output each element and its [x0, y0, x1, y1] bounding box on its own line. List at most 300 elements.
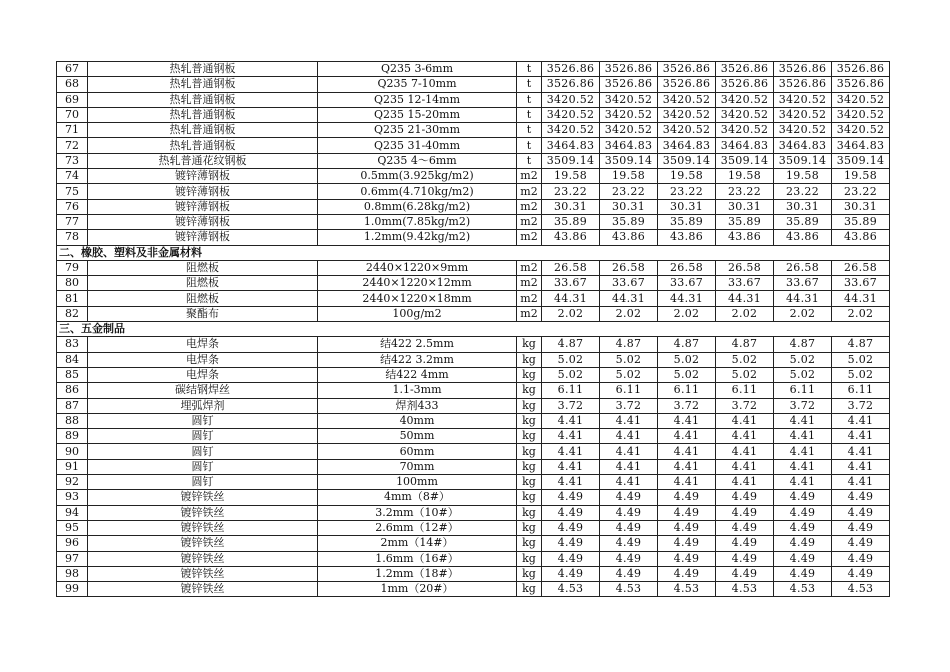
- cell-number[interactable]: 68: [57, 77, 88, 92]
- cell-price[interactable]: 4.41: [716, 429, 774, 444]
- cell-unit[interactable]: kg: [517, 475, 542, 490]
- cell-material-name[interactable]: 热轧普通钢板: [88, 62, 318, 77]
- cell-price[interactable]: 44.31: [774, 291, 832, 306]
- cell-price[interactable]: 4.41: [542, 444, 600, 459]
- cell-price[interactable]: 4.49: [832, 505, 890, 520]
- cell-material-name[interactable]: 电焊条: [88, 352, 318, 367]
- cell-unit[interactable]: t: [517, 92, 542, 107]
- cell-price[interactable]: 3526.86: [658, 77, 716, 92]
- cell-material-name[interactable]: 圆钉: [88, 475, 318, 490]
- cell-price[interactable]: 4.87: [716, 337, 774, 352]
- cell-material-name[interactable]: 阻燃板: [88, 260, 318, 275]
- cell-unit[interactable]: t: [517, 123, 542, 138]
- cell-unit[interactable]: kg: [517, 429, 542, 444]
- cell-material-name[interactable]: 镀锌薄钢板: [88, 184, 318, 199]
- cell-unit[interactable]: t: [517, 107, 542, 122]
- cell-unit[interactable]: m2: [517, 230, 542, 245]
- cell-unit[interactable]: m2: [517, 184, 542, 199]
- cell-material-name[interactable]: 圆钉: [88, 413, 318, 428]
- cell-price[interactable]: 30.31: [774, 199, 832, 214]
- cell-price[interactable]: 4.41: [832, 444, 890, 459]
- cell-unit[interactable]: t: [517, 153, 542, 168]
- cell-specification[interactable]: 100mm: [318, 475, 517, 490]
- cell-unit[interactable]: m2: [517, 169, 542, 184]
- cell-number[interactable]: 71: [57, 123, 88, 138]
- cell-price[interactable]: 4.49: [832, 566, 890, 581]
- cell-price[interactable]: 5.02: [774, 352, 832, 367]
- cell-price[interactable]: 3420.52: [600, 107, 658, 122]
- cell-price[interactable]: 4.41: [832, 413, 890, 428]
- cell-number[interactable]: 78: [57, 230, 88, 245]
- cell-price[interactable]: 3.72: [658, 398, 716, 413]
- cell-unit[interactable]: kg: [517, 352, 542, 367]
- cell-price[interactable]: 4.49: [658, 520, 716, 535]
- cell-price[interactable]: 4.41: [774, 413, 832, 428]
- cell-price[interactable]: 19.58: [832, 169, 890, 184]
- cell-price[interactable]: 4.49: [658, 490, 716, 505]
- cell-unit[interactable]: kg: [517, 505, 542, 520]
- cell-price[interactable]: 4.49: [600, 566, 658, 581]
- cell-price[interactable]: 43.86: [600, 230, 658, 245]
- cell-price[interactable]: 4.41: [542, 459, 600, 474]
- cell-material-name[interactable]: 碳结钢焊丝: [88, 383, 318, 398]
- cell-unit[interactable]: t: [517, 62, 542, 77]
- cell-specification[interactable]: Q235 31-40mm: [318, 138, 517, 153]
- cell-price[interactable]: 30.31: [658, 199, 716, 214]
- cell-specification[interactable]: 60mm: [318, 444, 517, 459]
- cell-price[interactable]: 4.41: [774, 444, 832, 459]
- cell-specification[interactable]: 3.2mm（10#）: [318, 505, 517, 520]
- cell-price[interactable]: 3526.86: [716, 62, 774, 77]
- cell-price[interactable]: 3464.83: [774, 138, 832, 153]
- cell-price[interactable]: 3526.86: [600, 77, 658, 92]
- cell-price[interactable]: 3526.86: [542, 62, 600, 77]
- cell-price[interactable]: 3509.14: [600, 153, 658, 168]
- cell-price[interactable]: 3420.52: [716, 123, 774, 138]
- cell-specification[interactable]: Q235 15-20mm: [318, 107, 517, 122]
- cell-price[interactable]: 5.02: [542, 352, 600, 367]
- cell-material-name[interactable]: 镀锌铁丝: [88, 551, 318, 566]
- cell-specification[interactable]: 100g/m2: [318, 306, 517, 321]
- cell-price[interactable]: 4.49: [774, 566, 832, 581]
- cell-unit[interactable]: kg: [517, 367, 542, 382]
- cell-material-name[interactable]: 电焊条: [88, 367, 318, 382]
- cell-price[interactable]: 4.49: [542, 520, 600, 535]
- cell-price[interactable]: 3420.52: [658, 107, 716, 122]
- cell-price[interactable]: 4.53: [542, 582, 600, 597]
- cell-price[interactable]: 4.87: [542, 337, 600, 352]
- cell-price[interactable]: 6.11: [542, 383, 600, 398]
- cell-price[interactable]: 4.49: [832, 551, 890, 566]
- cell-specification[interactable]: Q235 12-14mm: [318, 92, 517, 107]
- cell-price[interactable]: 30.31: [542, 199, 600, 214]
- cell-specification[interactable]: 2.6mm（12#）: [318, 520, 517, 535]
- cell-material-name[interactable]: 阻燃板: [88, 276, 318, 291]
- cell-unit[interactable]: kg: [517, 566, 542, 581]
- cell-price[interactable]: 19.58: [716, 169, 774, 184]
- cell-price[interactable]: 4.49: [774, 520, 832, 535]
- cell-price[interactable]: 2.02: [600, 306, 658, 321]
- cell-price[interactable]: 33.67: [600, 276, 658, 291]
- cell-price[interactable]: 4.41: [832, 475, 890, 490]
- cell-price[interactable]: 3509.14: [774, 153, 832, 168]
- cell-number[interactable]: 96: [57, 536, 88, 551]
- cell-unit[interactable]: kg: [517, 459, 542, 474]
- cell-price[interactable]: 3420.52: [600, 92, 658, 107]
- cell-price[interactable]: 5.02: [832, 352, 890, 367]
- cell-price[interactable]: 4.41: [716, 475, 774, 490]
- cell-price[interactable]: 35.89: [774, 214, 832, 229]
- cell-price[interactable]: 4.53: [600, 582, 658, 597]
- cell-number[interactable]: 77: [57, 214, 88, 229]
- cell-specification[interactable]: 70mm: [318, 459, 517, 474]
- cell-specification[interactable]: 2440×1220×9mm: [318, 260, 517, 275]
- cell-price[interactable]: 4.49: [832, 520, 890, 535]
- cell-number[interactable]: 87: [57, 398, 88, 413]
- cell-price[interactable]: 4.49: [542, 536, 600, 551]
- cell-price[interactable]: 44.31: [716, 291, 774, 306]
- cell-price[interactable]: 5.02: [600, 352, 658, 367]
- cell-price[interactable]: 4.41: [658, 475, 716, 490]
- cell-specification[interactable]: 1.2mm(9.42kg/m2): [318, 230, 517, 245]
- cell-material-name[interactable]: 热轧普通花纹钢板: [88, 153, 318, 168]
- cell-price[interactable]: 43.86: [716, 230, 774, 245]
- cell-price[interactable]: 4.53: [774, 582, 832, 597]
- cell-material-name[interactable]: 镀锌薄钢板: [88, 214, 318, 229]
- cell-material-name[interactable]: 热轧普通钢板: [88, 123, 318, 138]
- cell-price[interactable]: 3420.52: [716, 107, 774, 122]
- cell-price[interactable]: 33.67: [658, 276, 716, 291]
- cell-number[interactable]: 92: [57, 475, 88, 490]
- cell-specification[interactable]: 40mm: [318, 413, 517, 428]
- cell-price[interactable]: 5.02: [716, 352, 774, 367]
- cell-price[interactable]: 4.41: [774, 475, 832, 490]
- cell-number[interactable]: 72: [57, 138, 88, 153]
- cell-specification[interactable]: 2440×1220×12mm: [318, 276, 517, 291]
- cell-price[interactable]: 3526.86: [832, 77, 890, 92]
- cell-price[interactable]: 3420.52: [542, 123, 600, 138]
- cell-price[interactable]: 4.41: [600, 459, 658, 474]
- cell-price[interactable]: 3509.14: [658, 153, 716, 168]
- cell-price[interactable]: 35.89: [658, 214, 716, 229]
- cell-price[interactable]: 6.11: [658, 383, 716, 398]
- cell-price[interactable]: 30.31: [716, 199, 774, 214]
- cell-price[interactable]: 4.49: [658, 551, 716, 566]
- cell-material-name[interactable]: 热轧普通钢板: [88, 107, 318, 122]
- cell-price[interactable]: 3464.83: [716, 138, 774, 153]
- cell-price[interactable]: 3420.52: [600, 123, 658, 138]
- cell-price[interactable]: 44.31: [600, 291, 658, 306]
- cell-price[interactable]: 3526.86: [716, 77, 774, 92]
- cell-price[interactable]: 4.49: [716, 505, 774, 520]
- cell-price[interactable]: 43.86: [832, 230, 890, 245]
- cell-number[interactable]: 83: [57, 337, 88, 352]
- cell-price[interactable]: 26.58: [832, 260, 890, 275]
- cell-number[interactable]: 86: [57, 383, 88, 398]
- cell-price[interactable]: 2.02: [542, 306, 600, 321]
- cell-number[interactable]: 97: [57, 551, 88, 566]
- cell-price[interactable]: 3420.52: [542, 92, 600, 107]
- cell-price[interactable]: 44.31: [832, 291, 890, 306]
- cell-unit[interactable]: kg: [517, 551, 542, 566]
- cell-price[interactable]: 26.58: [600, 260, 658, 275]
- cell-specification[interactable]: 4mm（8#）: [318, 490, 517, 505]
- cell-unit[interactable]: m2: [517, 306, 542, 321]
- cell-price[interactable]: 5.02: [542, 367, 600, 382]
- cell-price[interactable]: 4.41: [542, 429, 600, 444]
- cell-price[interactable]: 2.02: [658, 306, 716, 321]
- cell-price[interactable]: 4.49: [716, 520, 774, 535]
- cell-price[interactable]: 4.41: [774, 429, 832, 444]
- cell-price[interactable]: 4.49: [600, 505, 658, 520]
- cell-price[interactable]: 3420.52: [832, 123, 890, 138]
- cell-price[interactable]: 4.87: [832, 337, 890, 352]
- cell-material-name[interactable]: 镀锌铁丝: [88, 505, 318, 520]
- cell-unit[interactable]: kg: [517, 536, 542, 551]
- cell-price[interactable]: 3420.52: [542, 107, 600, 122]
- cell-number[interactable]: 82: [57, 306, 88, 321]
- cell-price[interactable]: 5.02: [832, 367, 890, 382]
- cell-material-name[interactable]: 镀锌薄钢板: [88, 169, 318, 184]
- cell-specification[interactable]: Q235 3-6mm: [318, 62, 517, 77]
- cell-specification[interactable]: 1.0mm(7.85kg/m2): [318, 214, 517, 229]
- cell-price[interactable]: 4.41: [658, 444, 716, 459]
- cell-unit[interactable]: m2: [517, 291, 542, 306]
- cell-price[interactable]: 4.49: [774, 490, 832, 505]
- cell-specification[interactable]: 结422 2.5mm: [318, 337, 517, 352]
- cell-specification[interactable]: 1.1-3mm: [318, 383, 517, 398]
- cell-number[interactable]: 73: [57, 153, 88, 168]
- cell-material-name[interactable]: 热轧普通钢板: [88, 92, 318, 107]
- cell-price[interactable]: 35.89: [832, 214, 890, 229]
- cell-price[interactable]: 19.58: [658, 169, 716, 184]
- cell-specification[interactable]: 焊剂433: [318, 398, 517, 413]
- cell-number[interactable]: 84: [57, 352, 88, 367]
- cell-price[interactable]: 3.72: [832, 398, 890, 413]
- cell-price[interactable]: 5.02: [716, 367, 774, 382]
- cell-price[interactable]: 3464.83: [658, 138, 716, 153]
- cell-price[interactable]: 4.41: [716, 459, 774, 474]
- cell-price[interactable]: 4.49: [600, 551, 658, 566]
- cell-price[interactable]: 4.87: [658, 337, 716, 352]
- cell-price[interactable]: 30.31: [832, 199, 890, 214]
- cell-specification[interactable]: 1mm（20#）: [318, 582, 517, 597]
- cell-number[interactable]: 95: [57, 520, 88, 535]
- cell-price[interactable]: 3420.52: [716, 92, 774, 107]
- cell-specification[interactable]: 2440×1220×18mm: [318, 291, 517, 306]
- cell-material-name[interactable]: 热轧普通钢板: [88, 77, 318, 92]
- cell-price[interactable]: 3464.83: [542, 138, 600, 153]
- cell-specification[interactable]: 1.2mm（18#）: [318, 566, 517, 581]
- cell-price[interactable]: 3464.83: [832, 138, 890, 153]
- cell-number[interactable]: 67: [57, 62, 88, 77]
- cell-number[interactable]: 90: [57, 444, 88, 459]
- cell-number[interactable]: 80: [57, 276, 88, 291]
- cell-price[interactable]: 3526.86: [774, 62, 832, 77]
- cell-price[interactable]: 44.31: [542, 291, 600, 306]
- cell-price[interactable]: 3420.52: [832, 92, 890, 107]
- cell-unit[interactable]: kg: [517, 337, 542, 352]
- cell-price[interactable]: 3420.52: [832, 107, 890, 122]
- cell-material-name[interactable]: 圆钉: [88, 459, 318, 474]
- cell-number[interactable]: 98: [57, 566, 88, 581]
- cell-price[interactable]: 6.11: [716, 383, 774, 398]
- cell-number[interactable]: 85: [57, 367, 88, 382]
- cell-price[interactable]: 4.49: [716, 551, 774, 566]
- cell-price[interactable]: 35.89: [600, 214, 658, 229]
- cell-unit[interactable]: kg: [517, 490, 542, 505]
- cell-price[interactable]: 4.41: [716, 413, 774, 428]
- cell-unit[interactable]: kg: [517, 582, 542, 597]
- cell-price[interactable]: 19.58: [600, 169, 658, 184]
- cell-unit[interactable]: t: [517, 77, 542, 92]
- cell-material-name[interactable]: 镀锌薄钢板: [88, 230, 318, 245]
- cell-price[interactable]: 23.22: [716, 184, 774, 199]
- cell-material-name[interactable]: 埋弧焊剂: [88, 398, 318, 413]
- cell-price[interactable]: 4.41: [832, 459, 890, 474]
- cell-price[interactable]: 3526.86: [542, 77, 600, 92]
- cell-price[interactable]: 33.67: [774, 276, 832, 291]
- cell-specification[interactable]: 50mm: [318, 429, 517, 444]
- cell-price[interactable]: 4.49: [658, 566, 716, 581]
- cell-material-name[interactable]: 镀锌铁丝: [88, 520, 318, 535]
- cell-material-name[interactable]: 热轧普通钢板: [88, 138, 318, 153]
- cell-number[interactable]: 93: [57, 490, 88, 505]
- cell-number[interactable]: 89: [57, 429, 88, 444]
- cell-unit[interactable]: kg: [517, 444, 542, 459]
- cell-price[interactable]: 19.58: [774, 169, 832, 184]
- cell-price[interactable]: 4.53: [658, 582, 716, 597]
- cell-price[interactable]: 4.49: [658, 505, 716, 520]
- cell-price[interactable]: 4.49: [658, 536, 716, 551]
- cell-price[interactable]: 30.31: [600, 199, 658, 214]
- cell-price[interactable]: 3526.86: [600, 62, 658, 77]
- cell-unit[interactable]: kg: [517, 413, 542, 428]
- cell-price[interactable]: 4.49: [716, 490, 774, 505]
- cell-price[interactable]: 23.22: [600, 184, 658, 199]
- cell-price[interactable]: 4.41: [600, 444, 658, 459]
- cell-specification[interactable]: Q235 7-10mm: [318, 77, 517, 92]
- cell-price[interactable]: 3509.14: [542, 153, 600, 168]
- cell-price[interactable]: 5.02: [600, 367, 658, 382]
- cell-number[interactable]: 81: [57, 291, 88, 306]
- cell-unit[interactable]: m2: [517, 214, 542, 229]
- cell-price[interactable]: 4.49: [774, 536, 832, 551]
- cell-price[interactable]: 35.89: [542, 214, 600, 229]
- cell-price[interactable]: 4.41: [542, 413, 600, 428]
- cell-price[interactable]: 4.41: [774, 459, 832, 474]
- cell-specification[interactable]: 0.8mm(6.28kg/m2): [318, 199, 517, 214]
- cell-unit[interactable]: m2: [517, 199, 542, 214]
- cell-price[interactable]: 3464.83: [600, 138, 658, 153]
- cell-price[interactable]: 4.41: [600, 475, 658, 490]
- cell-price[interactable]: 3420.52: [774, 123, 832, 138]
- cell-price[interactable]: 35.89: [716, 214, 774, 229]
- cell-price[interactable]: 4.53: [716, 582, 774, 597]
- cell-price[interactable]: 26.58: [658, 260, 716, 275]
- cell-specification[interactable]: 结422 3.2mm: [318, 352, 517, 367]
- cell-price[interactable]: 43.86: [658, 230, 716, 245]
- cell-price[interactable]: 4.49: [832, 490, 890, 505]
- cell-specification[interactable]: 0.5mm(3.925kg/m2): [318, 169, 517, 184]
- cell-price[interactable]: 26.58: [774, 260, 832, 275]
- cell-number[interactable]: 99: [57, 582, 88, 597]
- cell-price[interactable]: 43.86: [774, 230, 832, 245]
- cell-price[interactable]: 33.67: [716, 276, 774, 291]
- cell-price[interactable]: 4.49: [600, 536, 658, 551]
- cell-number[interactable]: 69: [57, 92, 88, 107]
- cell-price[interactable]: 2.02: [832, 306, 890, 321]
- cell-number[interactable]: 70: [57, 107, 88, 122]
- cell-price[interactable]: 3420.52: [774, 92, 832, 107]
- cell-price[interactable]: 4.49: [542, 505, 600, 520]
- cell-price[interactable]: 4.41: [658, 429, 716, 444]
- cell-price[interactable]: 23.22: [774, 184, 832, 199]
- cell-price[interactable]: 44.31: [658, 291, 716, 306]
- cell-material-name[interactable]: 圆钉: [88, 429, 318, 444]
- cell-price[interactable]: 3.72: [774, 398, 832, 413]
- cell-price[interactable]: 4.41: [832, 429, 890, 444]
- cell-price[interactable]: 2.02: [774, 306, 832, 321]
- cell-price[interactable]: 4.49: [542, 566, 600, 581]
- cell-price[interactable]: 4.49: [774, 505, 832, 520]
- cell-price[interactable]: 5.02: [774, 367, 832, 382]
- cell-price[interactable]: 23.22: [832, 184, 890, 199]
- cell-unit[interactable]: m2: [517, 260, 542, 275]
- cell-unit[interactable]: t: [517, 138, 542, 153]
- cell-price[interactable]: 4.87: [774, 337, 832, 352]
- cell-price[interactable]: 23.22: [658, 184, 716, 199]
- cell-price[interactable]: 2.02: [716, 306, 774, 321]
- cell-number[interactable]: 74: [57, 169, 88, 184]
- cell-price[interactable]: 4.49: [716, 566, 774, 581]
- cell-material-name[interactable]: 镀锌薄钢板: [88, 199, 318, 214]
- cell-material-name[interactable]: 阻燃板: [88, 291, 318, 306]
- cell-material-name[interactable]: 镀锌铁丝: [88, 490, 318, 505]
- cell-price[interactable]: 5.02: [658, 367, 716, 382]
- cell-price[interactable]: 3509.14: [832, 153, 890, 168]
- cell-price[interactable]: 6.11: [832, 383, 890, 398]
- cell-price[interactable]: 5.02: [658, 352, 716, 367]
- cell-price[interactable]: 19.58: [542, 169, 600, 184]
- cell-price[interactable]: 3420.52: [774, 107, 832, 122]
- cell-price[interactable]: 3.72: [716, 398, 774, 413]
- cell-price[interactable]: 4.41: [600, 413, 658, 428]
- cell-specification[interactable]: 2mm（14#）: [318, 536, 517, 551]
- cell-price[interactable]: 4.49: [600, 490, 658, 505]
- cell-price[interactable]: 4.53: [832, 582, 890, 597]
- cell-material-name[interactable]: 镀锌铁丝: [88, 536, 318, 551]
- cell-specification[interactable]: Q235 4～6mm: [318, 153, 517, 168]
- cell-price[interactable]: 3420.52: [658, 92, 716, 107]
- cell-number[interactable]: 91: [57, 459, 88, 474]
- cell-unit[interactable]: kg: [517, 398, 542, 413]
- cell-price[interactable]: 4.41: [658, 459, 716, 474]
- cell-price[interactable]: 6.11: [600, 383, 658, 398]
- cell-specification[interactable]: 结422 4mm: [318, 367, 517, 382]
- cell-price[interactable]: 3526.86: [774, 77, 832, 92]
- cell-price[interactable]: 26.58: [542, 260, 600, 275]
- cell-material-name[interactable]: 镀锌铁丝: [88, 566, 318, 581]
- cell-price[interactable]: 4.41: [542, 475, 600, 490]
- cell-specification[interactable]: Q235 21-30mm: [318, 123, 517, 138]
- cell-price[interactable]: 3526.86: [832, 62, 890, 77]
- cell-price[interactable]: 3.72: [542, 398, 600, 413]
- cell-material-name[interactable]: 电焊条: [88, 337, 318, 352]
- cell-price[interactable]: 4.49: [774, 551, 832, 566]
- cell-price[interactable]: 33.67: [832, 276, 890, 291]
- cell-price[interactable]: 6.11: [774, 383, 832, 398]
